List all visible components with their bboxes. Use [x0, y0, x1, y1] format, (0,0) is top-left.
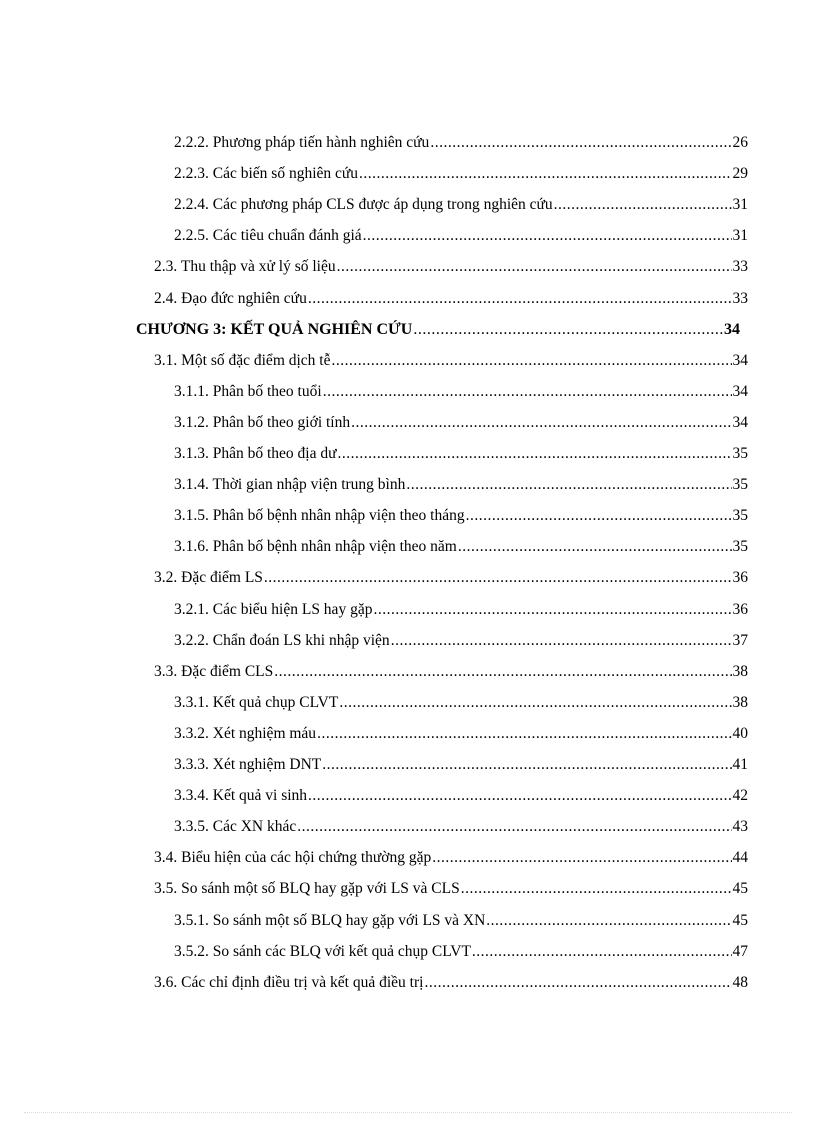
toc-entry[interactable]: [154, 290, 748, 308]
toc-entry[interactable]: [174, 756, 748, 774]
toc-entry-title: 2.2.2. Phương pháp tiến hành nghiên cứu: [174, 134, 430, 151]
toc-entry[interactable]: [154, 974, 748, 992]
toc-entry-title: 3.1.6. Phân bố bệnh nhân nhập viện theo năm: [174, 538, 457, 556]
toc-page-number: 35: [732, 476, 748, 494]
toc-entry[interactable]: [154, 258, 748, 276]
toc-entry-title: 3.3.5. Các XN khác: [174, 818, 297, 836]
dot-leader: [432, 849, 731, 867]
toc-page-number: 38: [732, 662, 748, 680]
toc-entry[interactable]: [174, 196, 748, 214]
toc-entry-title: 3.3.3. Xét nghiệm DNT: [174, 756, 322, 773]
toc-page-number: 36: [732, 600, 748, 618]
toc-entry-title: 3.3. Đặc điểm CLS: [154, 662, 274, 680]
toc-entry[interactable]: [174, 943, 748, 961]
dot-leader: [466, 507, 732, 525]
toc-entry[interactable]: [174, 383, 748, 401]
toc-entry-title: 2.4. Đạo đức nghiên cứu: [154, 289, 307, 307]
toc-entry-title: 3.2.1. Các biểu hiện LS hay gặp: [174, 600, 373, 618]
toc-page-number: 47: [732, 942, 748, 960]
toc-entry[interactable]: [174, 632, 748, 650]
toc-page-number: 35: [732, 538, 748, 556]
toc-entry[interactable]: [174, 227, 748, 245]
toc-entry[interactable]: [174, 414, 748, 432]
toc-entry[interactable]: [174, 538, 748, 556]
toc-page-number: 34: [724, 320, 740, 338]
toc-page-number: 35: [732, 507, 748, 525]
toc-page-number: 37: [732, 631, 748, 649]
dot-leader: [274, 663, 731, 681]
toc-entry-title: 3.1. Một số đặc điểm dịch tễ: [154, 351, 331, 369]
toc-page-number: 34: [732, 413, 748, 431]
dot-leader: [317, 725, 731, 743]
toc-entry-title: 3.3.2. Xét nghiệm máu: [174, 724, 317, 742]
toc-entry[interactable]: [154, 663, 748, 681]
toc-entry-title: 3.6. Các chỉ định điều trị và kết quả điều trị: [154, 973, 424, 991]
toc-page-number: 38: [732, 693, 748, 711]
dot-leader: [391, 632, 732, 650]
toc-entry[interactable]: [174, 912, 748, 930]
dot-leader: [406, 476, 731, 494]
toc-page-number: 45: [732, 911, 748, 929]
toc-entry-title: 3.1.3. Phân bố theo địa dư: [174, 445, 337, 462]
toc-page-number: 45: [732, 880, 748, 898]
toc-entry-title: 2.2.3. Các biến số nghiên cứu: [174, 165, 359, 183]
toc-entry[interactable]: [174, 725, 748, 743]
page-bottom-divider: [24, 1112, 792, 1113]
toc-page-number: 44: [732, 849, 748, 867]
toc-entry[interactable]: [154, 569, 748, 587]
toc-page-number: 33: [732, 289, 748, 307]
dot-leader: [264, 569, 732, 587]
dot-leader: [461, 880, 732, 898]
dot-leader: [322, 756, 731, 774]
toc-entry[interactable]: [174, 787, 748, 805]
dot-leader: [554, 196, 732, 214]
toc-entry-title: 2.2.4. Các phương pháp CLS được áp dụng trong nghiên cứu: [174, 196, 553, 214]
toc-entry[interactable]: [174, 507, 748, 525]
toc-page-number: 36: [732, 569, 748, 587]
toc-page-number: 34: [732, 351, 748, 369]
toc-entry-title: 3.4. Biểu hiện của các hội chứng thường gặp: [154, 849, 432, 867]
dot-leader: [363, 227, 732, 245]
toc-entry[interactable]: [174, 134, 748, 152]
toc-entry[interactable]: [154, 880, 748, 898]
dot-leader: [337, 258, 732, 276]
dot-leader: [472, 943, 732, 961]
toc-page-number: 43: [732, 818, 748, 836]
dot-leader: [338, 445, 732, 463]
toc-page-number: 35: [732, 445, 748, 462]
dot-leader: [486, 912, 731, 930]
toc-entry[interactable]: [174, 476, 748, 494]
toc-page-number: 29: [732, 165, 748, 183]
toc-entry[interactable]: [174, 694, 748, 712]
toc-page-number: 31: [732, 227, 748, 245]
toc-entry-title: 3.3.4. Kết quả vi sinh: [174, 787, 308, 805]
toc-entry[interactable]: [154, 849, 748, 867]
dot-leader: [351, 414, 731, 432]
toc-entry-title: 3.2.2. Chẩn đoán LS khi nhập viện: [174, 631, 390, 649]
toc-chapter-entry[interactable]: [136, 321, 740, 339]
toc-entry[interactable]: [154, 352, 748, 370]
toc-entry-title: 2.2.5. Các tiêu chuẩn đánh giá: [174, 227, 362, 245]
dot-leader: [359, 165, 731, 183]
toc-entry[interactable]: [174, 818, 748, 836]
toc-page-number: 31: [732, 196, 748, 214]
dot-leader: [430, 134, 731, 152]
dot-leader: [297, 818, 731, 836]
toc-entry[interactable]: [174, 445, 748, 463]
dot-leader: [373, 601, 731, 619]
dot-leader: [308, 787, 731, 805]
toc-entry[interactable]: [174, 601, 748, 619]
toc-page-number: 41: [732, 756, 748, 773]
toc-entry-title: 3.5. So sánh một số BLQ hay gặp với LS và CLS: [154, 880, 460, 898]
dot-leader: [308, 290, 732, 308]
toc-page-number: 40: [732, 724, 748, 742]
dot-leader: [332, 352, 732, 370]
toc-entry-title: 2.3. Thu thập và xử lý số liệu: [154, 258, 336, 276]
dot-leader: [413, 321, 723, 339]
toc-page-number: 48: [732, 973, 748, 991]
toc-page-number: 42: [732, 787, 748, 805]
toc-entry[interactable]: [174, 165, 748, 183]
toc-entry-title: 3.1.2. Phân bố theo giới tính: [174, 413, 351, 431]
toc-entry-title: 3.1.1. Phân bố theo tuổi: [174, 382, 322, 400]
toc-entry-title: 3.5.1. So sánh một số BLQ hay gặp với LS và XN: [174, 911, 486, 929]
dot-leader: [458, 538, 732, 556]
toc-page-number: 26: [732, 134, 748, 151]
toc-entry-title: 3.1.4. Thời gian nhập viện trung bình: [174, 476, 406, 494]
toc-page-number: 34: [732, 382, 748, 400]
dot-leader: [339, 694, 731, 712]
dot-leader: [424, 974, 731, 992]
toc-entry-title: 3.1.5. Phân bố bệnh nhân nhập viện theo tháng: [174, 507, 465, 525]
toc-page-number: 33: [732, 258, 748, 276]
toc-entry-title: 3.5.2. So sánh các BLQ với kết quả chụp CLVT: [174, 942, 471, 960]
toc-entry-title: CHƯƠNG 3: KẾT QUẢ NGHIÊN CỨU: [136, 320, 413, 338]
dot-leader: [323, 383, 732, 401]
toc-entry-title: 3.3.1. Kết quả chụp CLVT: [174, 693, 339, 711]
toc-entry-title: 3.2. Đặc điểm LS: [154, 569, 263, 587]
